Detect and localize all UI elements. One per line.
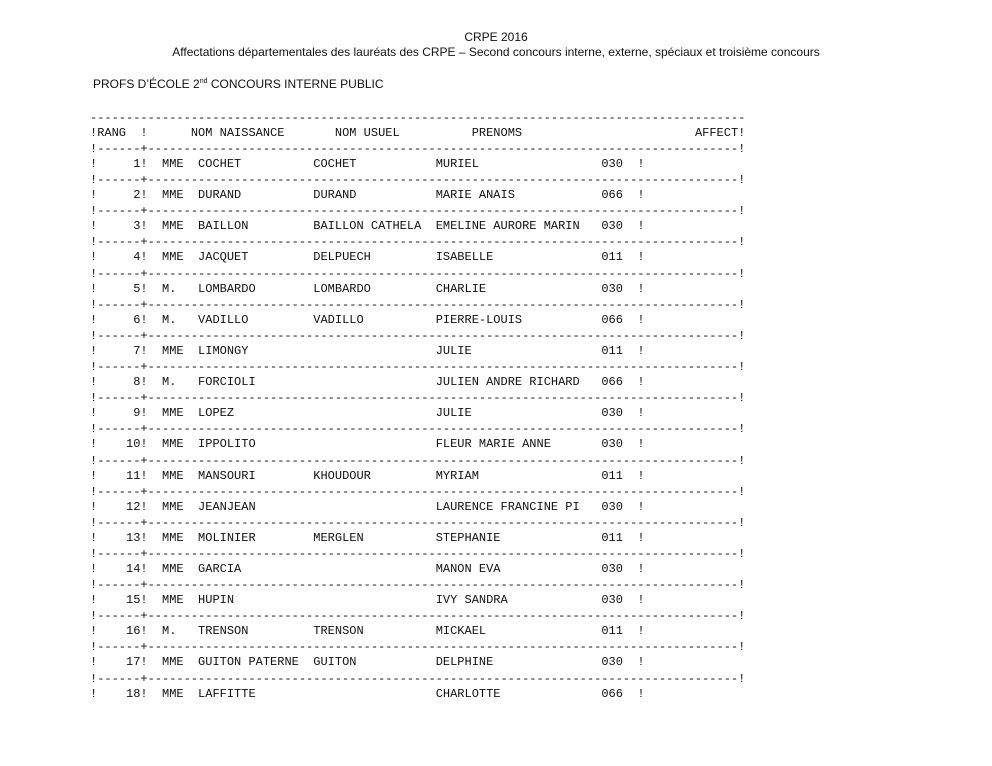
row-separator: !------+----------------------------------------------------------------------------------! bbox=[90, 297, 746, 312]
column-separator: ! bbox=[622, 499, 645, 514]
row-separator: !------+----------------------------------------------------------------------------------! bbox=[90, 546, 746, 561]
row-separator: !------+----------------------------------------------------------------------------------! bbox=[90, 515, 746, 530]
cell-affect: 030 bbox=[579, 157, 623, 171]
cell-nom-naissance: IPPOLITO bbox=[198, 437, 314, 452]
cell-nom-naissance: VADILLO bbox=[198, 312, 314, 327]
section-heading-prefix: PROFS D’ÉCOLE 2 bbox=[93, 77, 200, 91]
header-nom-naissance: NOM NAISSANCE bbox=[147, 126, 285, 140]
cell-civilite: MME bbox=[162, 343, 199, 358]
column-separator: ! bbox=[90, 530, 98, 545]
cell-affect: 011 bbox=[579, 468, 623, 483]
cell-nom-usuel bbox=[313, 406, 435, 420]
cell-rang: 5 bbox=[97, 281, 141, 296]
column-separator: ! bbox=[140, 375, 163, 390]
table-row bbox=[90, 406, 645, 420]
column-separator: ! bbox=[622, 686, 645, 701]
row-separator: !------+----------------------------------------------------------------------------------! bbox=[90, 453, 746, 468]
column-separator: ! bbox=[140, 188, 163, 203]
cell-rang: 7 bbox=[97, 343, 141, 358]
column-separator: ! bbox=[140, 437, 163, 452]
cell-nom-usuel bbox=[313, 437, 435, 451]
cell-prenoms: MURIEL bbox=[435, 157, 580, 171]
cell-affect: 066 bbox=[579, 312, 623, 327]
cell-nom-naissance: HUPIN bbox=[198, 593, 314, 608]
table-row bbox=[90, 375, 645, 389]
spacer bbox=[284, 126, 334, 140]
cell-nom-usuel: DURAND bbox=[313, 188, 436, 203]
row-separator: !------+----------------------------------------------------------------------------------! bbox=[90, 360, 746, 375]
column-separator: ! bbox=[90, 375, 98, 390]
column-separator: ! bbox=[622, 219, 645, 234]
cell-affect: 011 bbox=[579, 530, 623, 545]
spacer bbox=[400, 126, 472, 140]
cell-civilite: MME bbox=[162, 561, 199, 576]
column-separator: ! bbox=[90, 312, 98, 327]
column-separator: ! bbox=[738, 126, 746, 140]
cell-affect: 030 bbox=[579, 655, 623, 670]
column-separator: ! bbox=[140, 561, 163, 576]
column-separator: ! bbox=[622, 312, 645, 327]
cell-affect: 030 bbox=[579, 406, 623, 421]
header-affect: AFFECT bbox=[522, 126, 739, 140]
column-separator: ! bbox=[140, 499, 163, 514]
column-separator: ! bbox=[622, 406, 645, 421]
column-separator: ! bbox=[90, 624, 98, 639]
cell-nom-usuel: TRENSON bbox=[313, 624, 436, 639]
cell-prenoms: MYRIAM bbox=[435, 468, 580, 483]
table-row bbox=[90, 655, 645, 669]
cell-nom-naissance: LAFFITTE bbox=[198, 686, 314, 701]
cell-affect: 030 bbox=[579, 437, 623, 452]
row-separator: !------+----------------------------------------------------------------------------------! bbox=[90, 640, 746, 655]
cell-rang: 14 bbox=[97, 561, 141, 576]
column-separator: ! bbox=[90, 219, 98, 234]
cell-nom-usuel: DELPUECH bbox=[313, 250, 436, 265]
row-separator: !------+----------------------------------------------------------------------------------! bbox=[90, 204, 746, 219]
cell-affect: 011 bbox=[579, 343, 623, 358]
column-separator: ! bbox=[126, 126, 148, 140]
table-row bbox=[90, 157, 645, 171]
cell-prenoms: CHARLIE bbox=[435, 281, 580, 296]
cell-nom-usuel: MERGLEN bbox=[313, 530, 436, 545]
cell-nom-usuel: COCHET bbox=[313, 157, 436, 171]
row-separator: !------+----------------------------------------------------------------------------------! bbox=[90, 578, 746, 593]
cell-civilite: M. bbox=[162, 375, 199, 390]
column-separator: ! bbox=[90, 281, 98, 296]
cell-rang: 3 bbox=[97, 219, 141, 234]
column-separator: ! bbox=[140, 281, 163, 296]
cell-civilite: MME bbox=[162, 219, 199, 234]
column-separator: ! bbox=[140, 624, 163, 639]
cell-nom-usuel bbox=[313, 562, 435, 576]
header-prenoms: PRENOMS bbox=[471, 126, 523, 140]
table-row bbox=[90, 562, 645, 576]
cell-nom-naissance: BAILLON bbox=[198, 219, 314, 234]
column-separator: ! bbox=[140, 250, 163, 265]
cell-civilite: MME bbox=[162, 250, 199, 265]
cell-affect: 066 bbox=[579, 375, 623, 390]
cell-rang: 6 bbox=[97, 312, 141, 327]
cell-civilite: MME bbox=[162, 437, 199, 452]
column-separator: ! bbox=[90, 343, 98, 358]
column-separator: ! bbox=[90, 561, 98, 576]
cell-prenoms: IVY SANDRA bbox=[435, 593, 580, 608]
column-separator: ! bbox=[622, 343, 645, 358]
column-separator: ! bbox=[140, 686, 163, 701]
column-separator: ! bbox=[90, 593, 98, 608]
cell-rang: 17 bbox=[97, 655, 141, 670]
table-row bbox=[90, 282, 645, 296]
cell-nom-usuel bbox=[313, 593, 435, 607]
table-row bbox=[90, 687, 645, 701]
row-separator: !------+----------------------------------------------------------------------------------! bbox=[90, 235, 746, 250]
column-separator: ! bbox=[622, 157, 645, 171]
column-separator: ! bbox=[140, 530, 163, 545]
cell-rang: 11 bbox=[97, 468, 141, 483]
cell-prenoms: ISABELLE bbox=[435, 250, 580, 265]
cell-affect: 030 bbox=[579, 561, 623, 576]
document-subtitle: Affectations départementales des lauréats des CRPE – Second concours interne, externe, spéciaux et troisième concours bbox=[172, 45, 820, 59]
cell-nom-naissance: JEANJEAN bbox=[198, 499, 314, 514]
cell-nom-naissance: MOLINIER bbox=[198, 530, 314, 545]
cell-affect: 011 bbox=[579, 624, 623, 639]
cell-civilite: M. bbox=[162, 312, 199, 327]
cell-prenoms: JULIE bbox=[435, 343, 580, 358]
column-separator: ! bbox=[140, 157, 163, 171]
column-separator: ! bbox=[622, 375, 645, 390]
column-separator: ! bbox=[90, 655, 98, 670]
cell-nom-usuel: LOMBARDO bbox=[313, 281, 436, 296]
document-title: CRPE 2016 bbox=[464, 30, 528, 44]
row-separator: !------+----------------------------------------------------------------------------------! bbox=[90, 328, 746, 343]
column-separator: ! bbox=[90, 437, 98, 452]
cell-civilite: MME bbox=[162, 406, 199, 421]
header-rang: RANG bbox=[97, 126, 127, 140]
cell-prenoms: CHARLOTTE bbox=[435, 686, 580, 701]
column-separator: ! bbox=[622, 624, 645, 639]
cell-prenoms: DELPHINE bbox=[435, 655, 580, 670]
table-row bbox=[90, 188, 645, 202]
row-separator: !------+----------------------------------------------------------------------------------! bbox=[90, 391, 746, 406]
column-separator: ! bbox=[140, 343, 163, 358]
section-heading-sup: nd bbox=[199, 78, 208, 85]
cell-prenoms: JULIEN ANDRE RICHARD bbox=[435, 375, 580, 390]
row-separator: !------+----------------------------------------------------------------------------------! bbox=[90, 142, 746, 156]
cell-civilite: MME bbox=[162, 499, 199, 514]
cell-nom-naissance: JACQUET bbox=[198, 250, 314, 265]
cell-nom-usuel: KHOUDOUR bbox=[313, 468, 436, 483]
table-row bbox=[90, 437, 645, 451]
cell-nom-usuel bbox=[313, 375, 435, 389]
column-separator: ! bbox=[622, 655, 645, 670]
cell-civilite: MME bbox=[162, 157, 199, 171]
column-separator: ! bbox=[622, 561, 645, 576]
cell-rang: 13 bbox=[97, 530, 141, 545]
cell-affect: 030 bbox=[579, 593, 623, 608]
column-separator: ! bbox=[90, 499, 98, 514]
cell-rang: 1 bbox=[97, 157, 141, 171]
column-separator: ! bbox=[140, 219, 163, 234]
cell-prenoms: EMELINE AURORE MARIN bbox=[435, 219, 580, 234]
cell-civilite: M. bbox=[162, 281, 199, 296]
cell-nom-naissance: DURAND bbox=[198, 188, 314, 203]
cell-nom-naissance: LIMONGY bbox=[198, 343, 314, 358]
table-row bbox=[90, 313, 645, 327]
column-separator: ! bbox=[140, 468, 163, 483]
column-separator: ! bbox=[90, 188, 98, 203]
cell-nom-naissance: FORCIOLI bbox=[198, 375, 314, 390]
cell-nom-usuel: GUITON bbox=[313, 655, 436, 670]
cell-civilite: MME bbox=[162, 468, 199, 483]
column-separator: ! bbox=[140, 593, 163, 608]
column-separator: ! bbox=[140, 655, 163, 670]
cell-rang: 8 bbox=[97, 375, 141, 390]
row-separator: !------+----------------------------------------------------------------------------------! bbox=[90, 173, 746, 188]
cell-prenoms: STEPHANIE bbox=[435, 530, 580, 545]
cell-affect: 066 bbox=[579, 686, 623, 701]
cell-affect: 030 bbox=[579, 219, 623, 234]
table-row bbox=[90, 250, 645, 264]
cell-prenoms: LAURENCE FRANCINE PI bbox=[435, 499, 580, 514]
cell-rang: 15 bbox=[97, 593, 141, 608]
cell-nom-usuel bbox=[313, 344, 435, 358]
cell-nom-naissance: LOMBARDO bbox=[198, 281, 314, 296]
table-top-border: ------------------------------------------------------------------------------------------- bbox=[90, 111, 746, 125]
cell-civilite: MME bbox=[162, 593, 199, 608]
cell-nom-naissance: GUITON PATERNE bbox=[198, 655, 314, 670]
cell-rang: 9 bbox=[97, 406, 141, 421]
cell-affect: 011 bbox=[579, 250, 623, 265]
column-separator: ! bbox=[622, 281, 645, 296]
cell-affect: 030 bbox=[579, 281, 623, 296]
table-row bbox=[90, 593, 645, 607]
row-separator: !------+----------------------------------------------------------------------------------! bbox=[90, 422, 746, 437]
cell-prenoms: MICKAEL bbox=[435, 624, 580, 639]
cell-affect: 066 bbox=[579, 188, 623, 203]
column-separator: ! bbox=[140, 312, 163, 327]
column-separator: ! bbox=[90, 157, 98, 171]
cell-rang: 10 bbox=[97, 437, 141, 452]
cell-rang: 2 bbox=[97, 188, 141, 203]
column-separator: ! bbox=[140, 406, 163, 421]
cell-prenoms: JULIE bbox=[435, 406, 580, 421]
row-separator: !------+----------------------------------------------------------------------------------! bbox=[90, 609, 746, 624]
cell-affect: 030 bbox=[579, 499, 623, 514]
cell-nom-usuel bbox=[313, 500, 435, 514]
column-separator: ! bbox=[622, 468, 645, 483]
column-separator: ! bbox=[90, 250, 98, 265]
cell-rang: 18 bbox=[97, 686, 141, 701]
cell-prenoms: PIERRE-LOUIS bbox=[435, 312, 580, 327]
table-row bbox=[90, 344, 645, 358]
section-heading bbox=[93, 77, 384, 91]
cell-rang: 4 bbox=[97, 250, 141, 265]
table-header-row bbox=[90, 126, 745, 140]
table-row bbox=[90, 500, 645, 514]
row-separator: !------+----------------------------------------------------------------------------------! bbox=[90, 671, 746, 686]
cell-nom-usuel: BAILLON CATHELA bbox=[313, 219, 436, 234]
cell-civilite: M. bbox=[162, 624, 199, 639]
column-separator: ! bbox=[622, 250, 645, 265]
cell-nom-naissance: MANSOURI bbox=[198, 468, 314, 483]
column-separator: ! bbox=[90, 686, 98, 701]
row-separator: !------+----------------------------------------------------------------------------------! bbox=[90, 484, 746, 499]
column-separator: ! bbox=[622, 437, 645, 452]
cell-prenoms: FLEUR MARIE ANNE bbox=[435, 437, 580, 452]
table-row bbox=[90, 531, 645, 545]
column-separator: ! bbox=[622, 530, 645, 545]
column-separator: ! bbox=[90, 468, 98, 483]
cell-civilite: MME bbox=[162, 655, 199, 670]
table-row bbox=[90, 624, 645, 638]
column-separator: ! bbox=[90, 126, 98, 140]
table-row bbox=[90, 219, 645, 233]
cell-nom-usuel bbox=[313, 687, 435, 701]
cell-prenoms: MARIE ANAIS bbox=[435, 188, 580, 203]
cell-civilite: MME bbox=[162, 530, 199, 545]
table-row bbox=[90, 469, 645, 483]
column-separator: ! bbox=[622, 593, 645, 608]
cell-civilite: MME bbox=[162, 686, 199, 701]
row-separator: !------+----------------------------------------------------------------------------------! bbox=[90, 266, 746, 281]
header-nom-usuel: NOM USUEL bbox=[334, 126, 400, 140]
cell-nom-naissance: TRENSON bbox=[198, 624, 314, 639]
column-separator: ! bbox=[90, 406, 98, 421]
cell-civilite: MME bbox=[162, 188, 199, 203]
cell-nom-naissance: GARCIA bbox=[198, 561, 314, 576]
cell-nom-usuel: VADILLO bbox=[313, 312, 436, 327]
cell-rang: 12 bbox=[97, 499, 141, 514]
cell-prenoms: MANON EVA bbox=[435, 561, 580, 576]
cell-nom-naissance: LOPEZ bbox=[198, 406, 314, 421]
cell-nom-naissance: COCHET bbox=[198, 157, 314, 171]
column-separator: ! bbox=[622, 188, 645, 203]
cell-rang: 16 bbox=[97, 624, 141, 639]
section-heading-suffix: CONCOURS INTERNE PUBLIC bbox=[207, 77, 384, 91]
